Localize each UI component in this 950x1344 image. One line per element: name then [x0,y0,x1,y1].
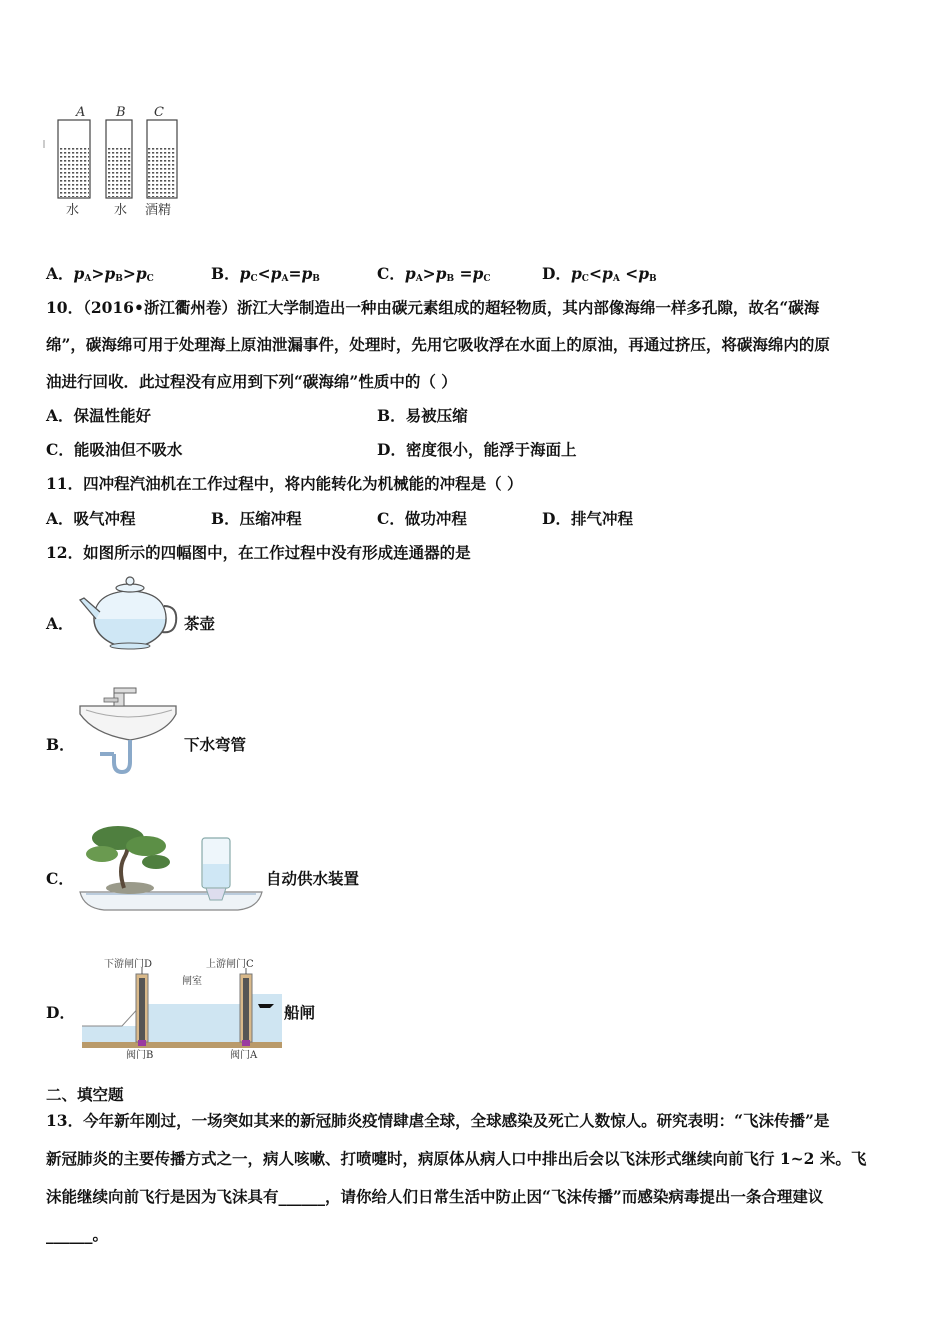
ship-lock-caption: 船闸 [284,1003,316,1022]
upstream-gate-label: 上游闸门C [206,959,254,970]
valve-a-label: 阀门A [230,1050,258,1061]
liquid-b [107,146,131,197]
q9-option-d[interactable]: D．$p_C<p_A <p_B$ [542,264,657,284]
q12-option-d-letter[interactable]: D． [46,1003,75,1022]
q13-stem-line1: 13．今年新年刚过，一场突如其来的新冠肺炎疫情肆虐全球，全球感染及死亡人数惊人。研究表明：“飞沫传播”是 [46,1111,830,1130]
q12-stem: 12．如图所示的四幅图中，在工作过程中没有形成连通器的是 [46,543,471,562]
sink-image [76,684,182,776]
q13-stem-line2: 新冠肺炎的主要传播方式之一，病人咳嗽、打喷嚏时，病原体从病人口中排出后会以飞沫形式继续向前飞行 1~2 米。飞 [46,1149,867,1168]
q9-option-c[interactable]: C．$p_A>p_B =p_C$ [377,264,491,284]
q12-option-a-letter[interactable]: A． [46,614,74,633]
q12-option-c-letter[interactable]: C． [46,869,74,888]
cylinders-figure [40,100,190,225]
q13-stem-line4: ______。 [46,1225,109,1244]
valve-b-label: 阀门B [126,1050,154,1061]
q11-option-c[interactable]: C．做功冲程 [377,509,467,528]
q13-stem-line3: 沫能继续向前飞行是因为飞沫具有______，请你给人们日常生活中防止因“飞沫传播”而感染病毒提出一条合理建议 [46,1187,824,1206]
bonsai-image [78,818,264,914]
q10-option-a[interactable]: A．保温性能好 [46,406,152,425]
teapot-caption: 茶壶 [184,614,216,633]
q10-stem-line3: 油进行回收．此过程没有应用到下列“碳海绵”性质中的（ ） [46,372,457,391]
cylinder-label-a: A [76,105,86,120]
watering-caption: 自动供水装置 [266,869,360,888]
q11-stem: 11．四冲程汽油机在工作过程中，将内能转化为机械能的冲程是（ ） [46,474,523,493]
q10-option-c[interactable]: C．能吸油但不吸水 [46,440,183,459]
cylinder-label-b: B [116,105,126,120]
q10-stem-line1: 10．（2016•浙江衢州卷）浙江大学制造出一种由碳元素组成的超轻物质，其内部像海绵一样多孔隙，故名“碳海 [46,298,820,317]
liquid-c [148,146,176,197]
q12-option-b-letter[interactable]: B． [46,735,75,754]
q9-option-b[interactable]: B．$p_C<p_A=p_B$ [211,264,320,284]
q11-option-b[interactable]: B．压缩冲程 [211,509,302,528]
q10-stem-line2: 绵”，碳海绵可用于处理海上原油泄漏事件，处理时，先用它吸收浮在水面上的原油，再通过挤压，将碳海绵内的原 [46,335,830,354]
cylinder-caption-c: 酒精 [145,203,172,218]
liquid-a [59,146,89,197]
drain-caption: 下水弯管 [184,735,247,754]
cylinders-diagram [40,100,190,225]
teapot-image [78,572,180,652]
q10-option-b[interactable]: B．易被压缩 [377,406,468,425]
cylinder-label-c: C [154,105,164,120]
downstream-gate-label: 下游闸门D [104,959,153,970]
q10-option-d[interactable]: D．密度很小，能浮于海面上 [377,440,577,459]
chamber-label: 闸室 [182,976,202,987]
cylinder-caption-a: 水 [66,203,80,218]
q9-option-a[interactable]: A．$p_A>p_B>p_C$ [46,264,154,284]
section-heading: 二、填空题 [46,1085,124,1104]
cylinder-caption-b: 水 [114,203,128,218]
q11-option-a[interactable]: A．吸气冲程 [46,509,136,528]
ship-lock-image [82,954,282,1062]
q11-option-d[interactable]: D．排气冲程 [542,509,633,528]
